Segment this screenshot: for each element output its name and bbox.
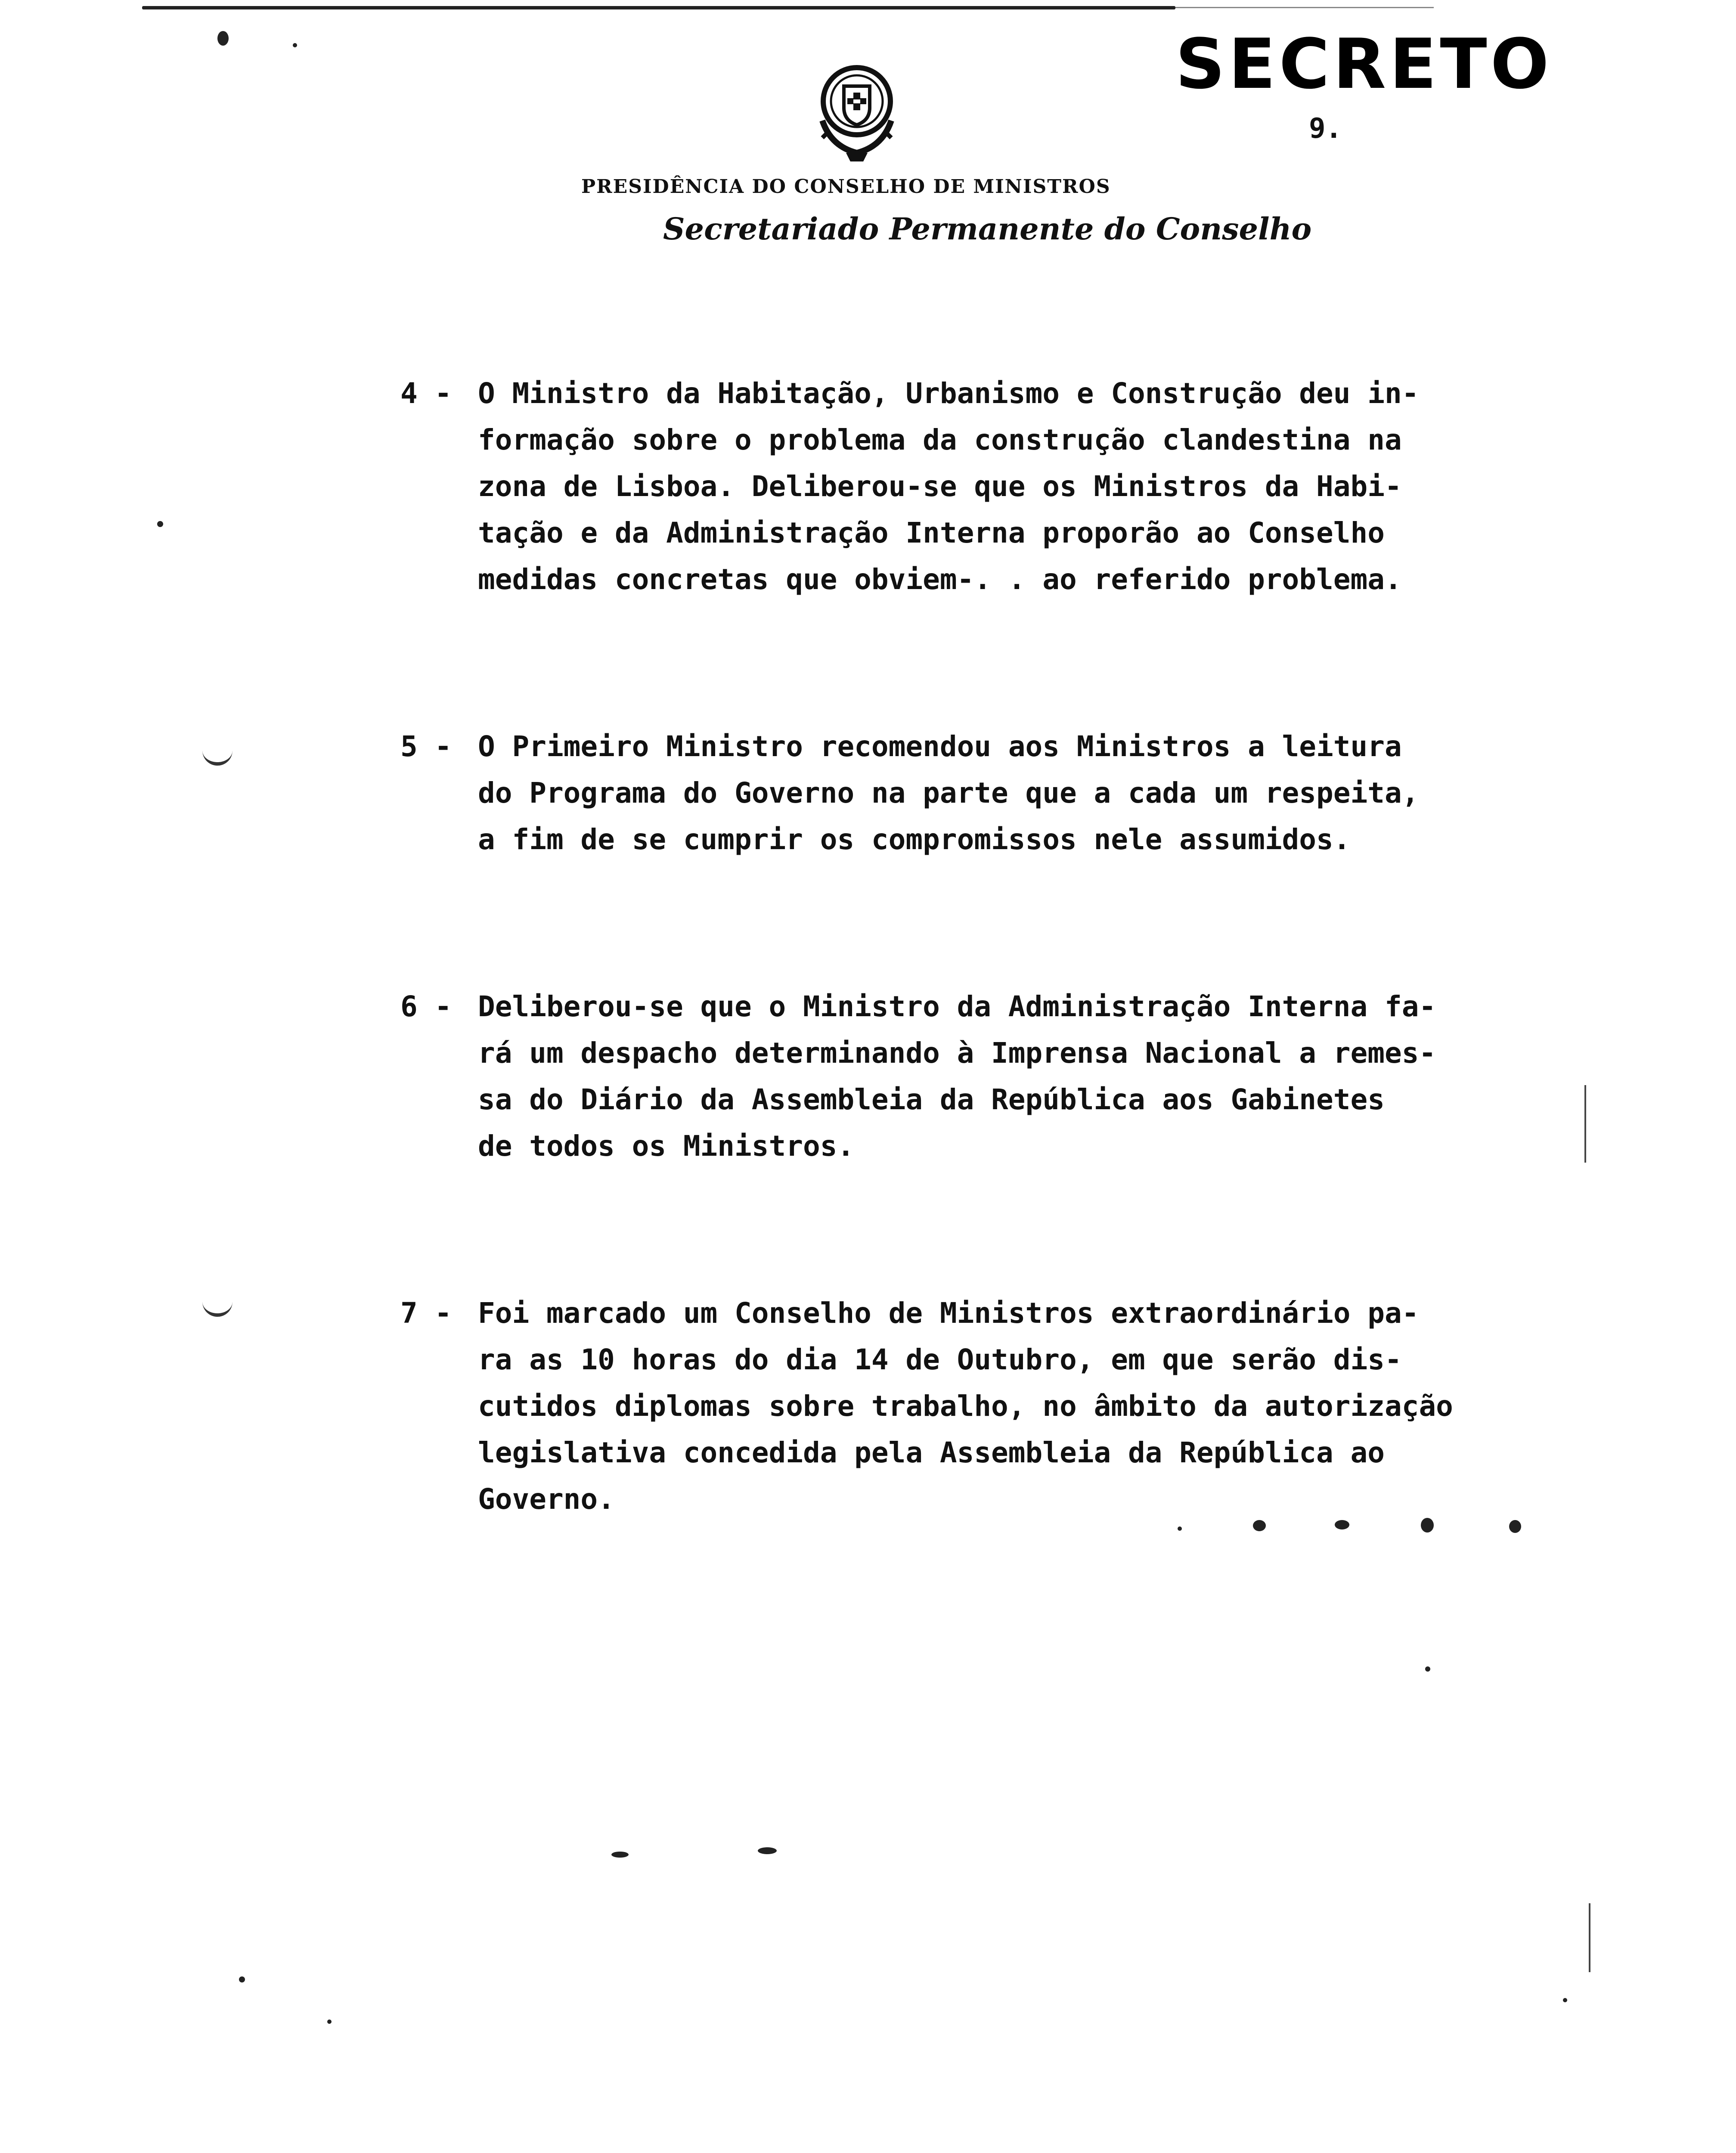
scan-speck <box>611 1852 629 1858</box>
item-text <box>478 983 1477 1170</box>
item-line: sa do Diário da Assembleia da República aos Gabinetes <box>478 1083 1385 1116</box>
scan-edge-line <box>1584 1085 1586 1163</box>
classification-stamp: SECRETO <box>1175 24 1553 104</box>
department-name: Secretariado Permanente do Conselho <box>663 211 1312 247</box>
scan-speck <box>217 31 229 46</box>
item-line: medidas concretas que obviem-. . ao referido problema. <box>478 563 1402 596</box>
item-line: de todos os Ministros. <box>478 1129 855 1163</box>
item-number: 4 - <box>400 377 452 410</box>
portuguese-coat-of-arms-icon <box>805 56 908 164</box>
item-line: O Ministro da Habitação, Urbanismo e Construção deu in- <box>478 377 1419 410</box>
scan-speck <box>1421 1518 1434 1533</box>
scan-speck <box>1178 1526 1182 1531</box>
item-line: Governo. <box>478 1483 615 1516</box>
item-number: 7 - <box>400 1297 452 1330</box>
scan-speck <box>239 1976 245 1982</box>
item-text <box>478 1290 1477 1523</box>
scan-speck <box>1253 1520 1266 1531</box>
item-line: zona de Lisboa. Deliberou-se que os Ministros da Habi- <box>478 470 1402 503</box>
item-line: tação e da Administração Interna proporão ao Conselho <box>478 516 1385 549</box>
item-number: 6 - <box>400 990 452 1023</box>
top-rule <box>142 6 1175 9</box>
minutes-item-7 <box>400 1290 1477 1523</box>
binder-hole-mark <box>202 1283 232 1317</box>
item-line: Foi marcado um Conselho de Ministros extraordinário pa- <box>478 1297 1419 1330</box>
item-line: Deliberou-se que o Ministro da Administração Interna fa- <box>478 990 1436 1023</box>
scan-speck <box>1335 1520 1349 1529</box>
top-rule-thin <box>1175 7 1434 8</box>
item-line: ra as 10 horas do dia 14 de Outubro, em que serão dis- <box>478 1343 1402 1376</box>
scan-speck <box>758 1847 777 1854</box>
scan-speck <box>1563 1998 1567 2002</box>
item-line: legislativa concedida pela Assembleia da República ao <box>478 1436 1385 1469</box>
scan-speck <box>1425 1666 1430 1672</box>
minutes-item-6 <box>400 983 1477 1170</box>
minutes-item-4 <box>400 370 1477 603</box>
item-text <box>478 723 1477 863</box>
item-line: formação sobre o problema da construção clandestina na <box>478 423 1402 456</box>
item-text <box>478 370 1477 603</box>
binder-hole-mark <box>202 732 232 766</box>
item-line: O Primeiro Ministro recomendou aos Ministros a leitura <box>478 730 1402 763</box>
item-line: rá um despacho determinando à Imprensa Nacional a remes- <box>478 1036 1436 1070</box>
minutes-items <box>400 370 1477 1643</box>
scan-speck <box>157 521 163 527</box>
organization-name: PRESIDÊNCIA DO CONSELHO DE MINISTROS <box>581 176 1111 198</box>
minutes-item-5 <box>400 723 1477 863</box>
item-line: cutidos diplomas sobre trabalho, no âmbito da autorização <box>478 1390 1453 1423</box>
page-number: 9. <box>1309 113 1342 145</box>
item-line: do Programa do Governo na parte que a cada um respeita, <box>478 776 1419 810</box>
scan-edge-line <box>1589 1903 1590 1972</box>
scan-speck <box>327 2020 332 2024</box>
item-line: a fim de se cumprir os compromissos nele assumidos. <box>478 823 1351 856</box>
scan-speck <box>293 43 297 47</box>
item-number: 5 - <box>400 730 452 763</box>
scan-speck <box>1509 1520 1521 1533</box>
